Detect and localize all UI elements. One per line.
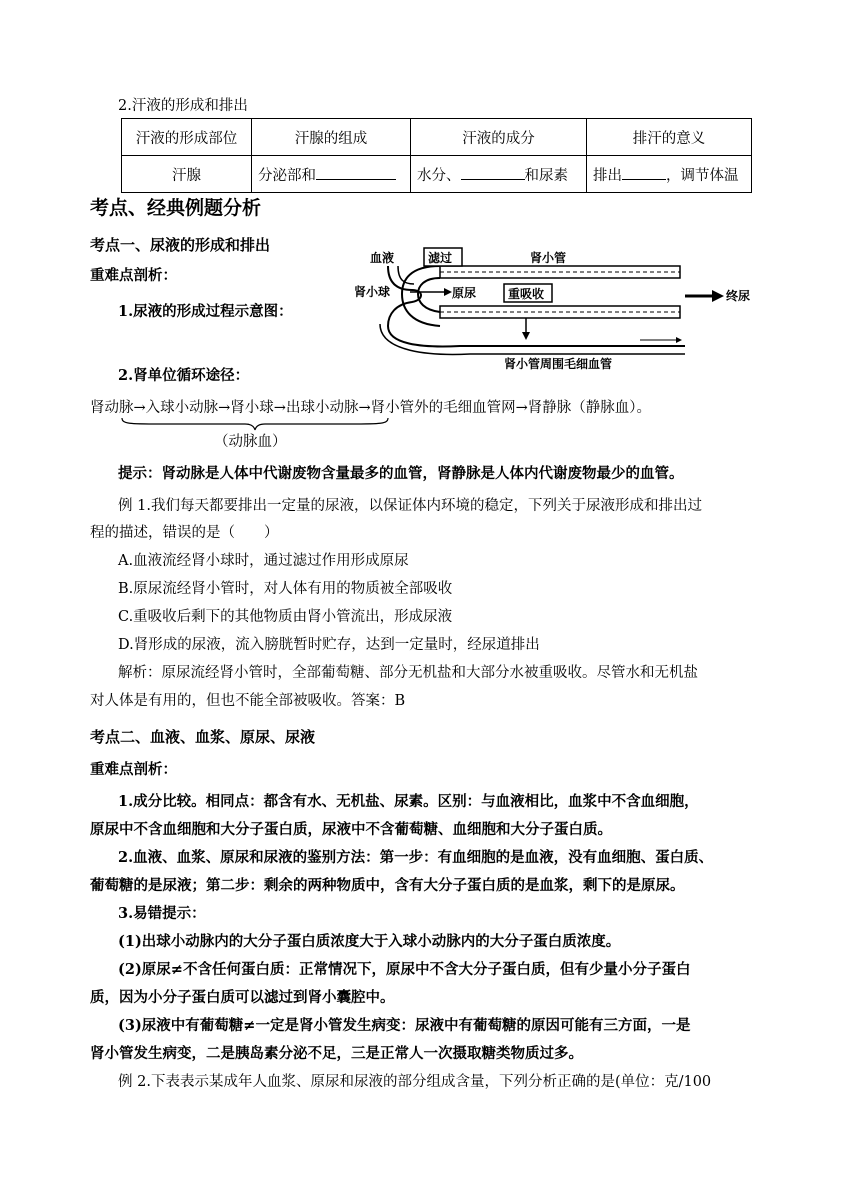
cell-text: 排出 — [593, 167, 622, 184]
urine-formation-diagram — [340, 244, 760, 370]
k2-p1-line1: 1.成分比较。相同点：都含有水、无机盐、尿素。区别：与血液相比，血浆中不含血细胞， — [118, 793, 699, 810]
diagram-label-reabsorption: 重吸收 — [508, 287, 545, 301]
option-b: B.原尿流经肾小管时，对人体有用的物质被全部吸收 — [118, 581, 453, 597]
table-header-cell: 汗液的成分 — [411, 119, 587, 156]
example1-line2: 程的描述，错误的是（ ） — [90, 525, 279, 541]
k1-item1: 1.尿液的形成过程示意图： — [118, 303, 293, 320]
cell-text: ，调节体温 — [666, 167, 739, 184]
fill-blank[interactable] — [622, 164, 666, 180]
k2-title: 考点二、血液、血浆、原尿、尿液 — [90, 728, 316, 746]
option-c: C.重吸收后剩下的其他物质由肾小管流出，形成尿液 — [118, 609, 453, 625]
k2-p3-1: (1)出球小动脉内的大分子蛋白质浓度大于入球小动脉内的大分子蛋白质浓度。 — [118, 933, 621, 950]
k2-p2-line2: 葡萄糖的是尿液；第二步：剩余的两种物质中，含有大分子蛋白质的是血浆，剩下的是原尿。 — [90, 877, 685, 894]
option-a: A.血液流经肾小球时，通过滤过作用形成原尿 — [118, 553, 409, 569]
cell-text: 水分、 — [417, 167, 461, 184]
example1-line1: 例 1.我们每天都要排出一定量的尿液，以保证体内环境的稳定，下列关于尿液形成和排出过 — [118, 498, 702, 514]
section-title: 2.汗液的形成和排出 — [118, 98, 248, 114]
k1-title: 考点一、尿液的形成和排出 — [90, 236, 271, 254]
k2-p3: 3.易错提示： — [118, 905, 206, 922]
main-heading: 考点、经典例题分析 — [90, 197, 262, 219]
k2-p2-line1: 2.血液、血浆、原尿和尿液的鉴别方法：第一步：有血细胞的是血液，没有血细胞、蛋白质、 — [118, 849, 714, 866]
table-row — [122, 156, 752, 193]
table-header-cell: 汗腺的组成 — [252, 119, 411, 156]
k2-p3-2-line2: 质，因为小分子蛋白质可以滤过到肾小囊腔中。 — [90, 989, 395, 1006]
k2-p3-2-line1: (2)原尿≠不含任何蛋白质：正常情况下，原尿中不含大分子蛋白质，但有少量小分子蛋白 — [118, 961, 691, 978]
diagram-label-filtration: 滤过 — [428, 251, 453, 265]
k1-tip: 提示：肾动脉是人体中代谢废物含量最多的血管，肾静脉是人体内代谢废物最少的血管。 — [118, 465, 684, 482]
sweat-table — [121, 118, 752, 193]
example2: 例 2.下表表示某成年人血浆、原尿和尿液的部分组成含量，下列分析正确的是(单位：克/100 — [118, 1074, 712, 1090]
k1-item2: 2.肾单位循环途径： — [118, 367, 250, 384]
diagram-label-final-urine: 终尿 — [726, 289, 751, 303]
table-cell — [587, 156, 752, 193]
table-cell: 汗腺 — [122, 156, 252, 193]
path-note: （动脉血） — [214, 434, 287, 450]
table-header-row — [122, 119, 752, 156]
fill-blank[interactable] — [316, 164, 396, 180]
k2-p3-3-line2: 肾小管发生病变，二是胰岛素分泌不足，三是正常人一次摄取糖类物质过多。 — [90, 1045, 583, 1062]
cell-text: 分泌部和 — [258, 167, 316, 184]
k2-analysis-label: 重难点剖析： — [90, 761, 177, 778]
k2-p3-3-line1: (3)尿液中有葡萄糖≠一定是肾小管发生病变：尿液中有葡萄糖的原因可能有三方面，一是 — [118, 1017, 691, 1034]
diagram-label-primary-urine: 原尿 — [452, 286, 477, 300]
diagram-label-blood: 血液 — [370, 251, 395, 265]
diagram-label-capillary: 肾小管周围毛细血管 — [504, 357, 613, 370]
table-cell — [252, 156, 411, 193]
table-cell — [411, 156, 587, 193]
fill-blank[interactable] — [461, 164, 525, 180]
k2-p1-line2: 原尿中不含血细胞和大分子蛋白质，尿液中不含葡萄糖、血细胞和大分子蛋白质。 — [90, 821, 612, 838]
explain-line2: 对人体是有用的，但也不能全部被吸收。答案：B — [90, 693, 406, 709]
option-d: D.肾形成的尿液，流入膀胱暂时贮存，达到一定量时，经尿道排出 — [118, 637, 540, 653]
circulation-path: 肾动脉→入球小动脉→肾小球→出球小动脉→肾小管外的毛细血管网→肾静脉（静脉血）。 — [90, 400, 651, 416]
table-header-cell: 汗液的形成部位 — [122, 119, 252, 156]
k1-analysis-label: 重难点剖析： — [90, 267, 177, 284]
brace-icon — [120, 416, 390, 432]
diagram-label-tubule: 肾小管 — [530, 251, 567, 265]
diagram-label-glomerulus: 肾小球 — [354, 285, 391, 299]
explain-line1: 解析：原尿流经肾小管时，全部葡萄糖、部分无机盐和大部分水被重吸收。尽管水和无机盐 — [118, 665, 698, 681]
table-header-cell: 排汗的意义 — [587, 119, 752, 156]
cell-text: 和尿素 — [524, 167, 568, 184]
